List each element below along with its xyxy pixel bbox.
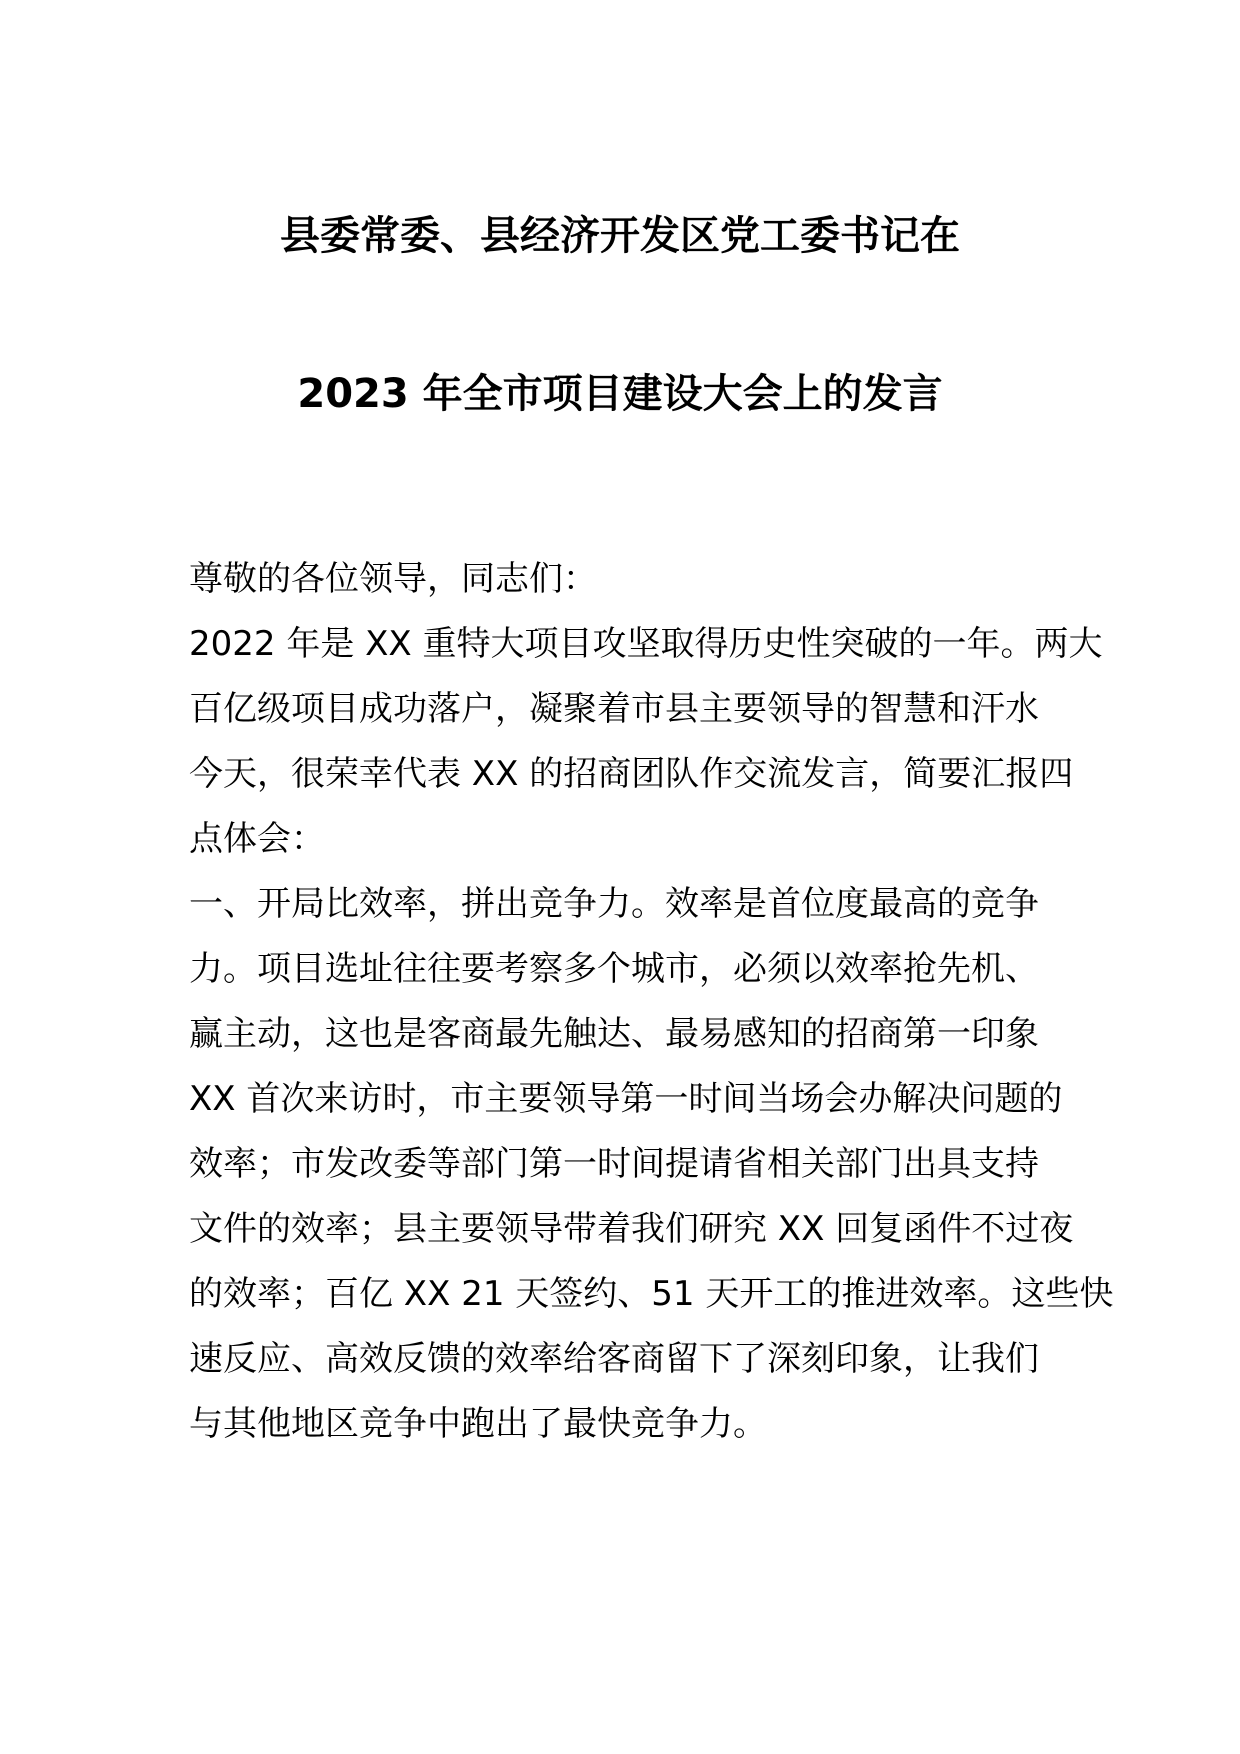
body-line: 尊敬的各位领导，同志们：: [189, 559, 597, 599]
document-title-line-1: 县委常委、县经济开发区党工委书记在: [280, 213, 960, 259]
body-line: 效率；市发改委等部门第一时间提请省相关部门出具支持: [189, 1144, 1039, 1184]
body-line: 2022 年是 XX 重特大项目攻坚取得历史性突破的一年。两大: [189, 624, 1103, 664]
body-line: 今天，很荣幸代表 XX 的招商团队作交流发言，简要汇报四: [189, 754, 1074, 794]
body-line: 百亿级项目成功落户，凝聚着市县主要领导的智慧和汗水: [189, 689, 1039, 729]
body-line: XX 首次来访时，市主要领导第一时间当场会办解决问题的: [189, 1079, 1063, 1119]
body-line: 文件的效率；县主要领导带着我们研究 XX 回复函件不过夜: [189, 1209, 1074, 1249]
body-line: 赢主动，这也是客商最先触达、最易感知的招商第一印象: [189, 1014, 1039, 1054]
body-line: 点体会：: [189, 819, 325, 859]
document-title-line-2: 2023 年全市项目建设大会上的发言: [297, 371, 943, 417]
body-line: 力。项目选址往往要考察多个城市，必须以效率抢先机、: [189, 949, 1039, 989]
document-body: [189, 547, 1114, 1457]
body-line: 一、开局比效率，拼出竞争力。效率是首位度最高的竞争: [189, 884, 1039, 924]
body-line: 速反应、高效反馈的效率给客商留下了深刻印象，让我们: [189, 1339, 1039, 1379]
body-line: 与其他地区竞争中跑出了最快竞争力。: [189, 1404, 767, 1444]
body-line: 的效率；百亿 XX 21 天签约、51 天开工的推进效率。这些快: [189, 1274, 1114, 1314]
